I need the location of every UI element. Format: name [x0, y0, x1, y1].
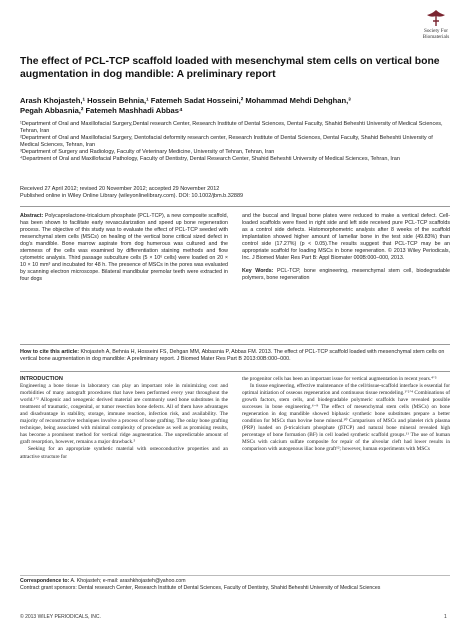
page-number: 1: [444, 614, 447, 620]
divider-body: [20, 371, 450, 372]
body-right-column: [242, 376, 450, 454]
abstract-left-column: [20, 213, 228, 283]
cite-label: How to cite this article:: [20, 349, 80, 355]
affiliation-2: ²Department of Oral and Maxillofacial Surgery, Dentofacial deformity research center, Research Institute of Dental Sciences, Dental Faculty, Shahid Beheshti University of Medical Sciences, Tehran, Iran: [20, 135, 433, 149]
intro-paragraph-3: the progenitor cells has been an important issue for vertical augmentation in recent years.⁴ʼ⁵: [242, 376, 437, 382]
correspondence-email: A. Khojasteh; e-mail: arashkhojasteh@yahoo.com: [70, 578, 186, 584]
article-dates: [20, 186, 450, 200]
affiliations: [20, 121, 450, 164]
divider-middle: [20, 344, 450, 345]
received-dates: Received 27 April 2012; revised 20 November 2012; accepted 29 November 2012: [20, 186, 220, 192]
affiliation-4: ⁴Department of Oral and Maxillofacial Pathology, Faculty of Dentistry, Dental Research Center, Shahid Beheshti University of Medical Sciences, Tehran, Iran: [20, 156, 400, 163]
citation-block: [20, 349, 450, 363]
intro-paragraph-2: Seeking for an appropriate synthetic material with osteoconductive properties and an attractive structure for: [20, 446, 228, 460]
author-list: [20, 96, 440, 116]
cite-text: Khojasteh A, Behnia H, Hosseini FS, Dehgan MM, Abbasnia P, Abbas FM. 2013. The effect of PCL-TCP scaffold loaded with mesenchymal stem cells on vertical bone augmentation in dog mandible: A preliminary report. J Biomed Mater Res Part B 2013:00B:000–000.: [20, 349, 445, 363]
intro-paragraph-4: In tissue engineering, effective maintenance of the cell/tissue-scaffold interface is essential for optimal initiation of osseous regeneration and continuous tissue remodeling.¹ʼ²ʼ⁴ Combinations of growth factors, stem cells, and biodegradable polymeric scaffolds have revealed possible successes in bone engineering.⁶⁻⁹ The effect of mesenchymal stem cells (MSCs) on bone regeneration in dog mandible showed biphasic synthetic bone substitutes prepare a better condition for MSCs than bovine bone mineral.¹⁰ Comparison of MSCs and platelet rich plasma (PRP) loaded on β-tricalcium phosphate (βTCP) and natural bone mineral revealed high percentage of bone formation (BF) in cell loaded synthetic scaffold groups.¹¹ The use of human MSCs with calcium sulfate composite for repair of the alveolar cleft had lower results in comparison with autogenous iliac bone graft¹²; however, human experiments with MSCs: [242, 383, 450, 453]
correspondence-block: [20, 578, 450, 592]
keywords: [242, 268, 450, 282]
abstract-right-column: [242, 213, 450, 282]
article-title: The effect of PCL-TCP scaffold loaded with mesenchymal stem cells on vertical bone augmentation in dog mandible: A preliminary report: [20, 56, 440, 80]
society-emblem-icon: [425, 8, 447, 28]
affiliation-1: ¹Department of Oral and Maxillofacial Surgery,Dental research Center, Research Institute of Dental Sciences, Dental Faculty, Shahid Beheshti University of Medical Sciences, Tehran, Iran: [20, 121, 443, 135]
logo-line-1: Society For: [423, 28, 449, 34]
keywords-label: Key Words:: [242, 268, 274, 275]
keywords-text: PCL-TCP, bone engineering, mesenchymal stem cell, biodegradable polymers, bone regeneration: [242, 268, 450, 282]
divider-footnote: [20, 575, 450, 576]
abstract-text-right: and the buccal and lingual bone plates were reduced to make a vertical defect. Cell-loaded scaffolds were fixed in right side and left side received pure PCL-TCP scaffolds as a control side defects. Histomorphometric analysis after 8 weeks of the scaffold implantation showed higher amount of lamellar bone in the test side (49.83%) than control side (17.27%) (p < 0.05).The results suggest that PCL-TCP may be an appropriate scaffold for loading MSCs in bone regeneration. © 2013 Wiley Periodicals, Inc. J Biomed Mater Res Part B: Appl Biomater 000B:000–000, 2013.: [242, 213, 450, 262]
author-line-1: Arash Khojasteh,¹ Hossein Behnia,¹ Fatemeh Sadat Hosseini,² Mohammad Mehdi Dehghan,³: [20, 96, 351, 105]
footer-copyright: © 2013 WILEY PERIODICALS, INC.: [20, 614, 101, 620]
intro-paragraph-1: Engineering a bone tissue in laboratory can play an important role in minimizing cost and morbidities of many autograft procedures that have been performed every year throughout the world.¹ʼ² Allogenic and xenogenic derived material are commonly used bone substitutes in the treatment of traumatic, congenital, or tumor resection bone defects. All of them have advantages and disadvantage in stability, storage, immune reaction, infection risk, and availability. The majority of reconstructive techniques involve a process of bone grafting. The onlay bone grafting technique, being associated with minimal complexity of procedure as well as promising results, has become a prominent method for vertical ridge augmentation. The unpredictable amount of graft resorption, however, remains a major drawback.⁵: [20, 383, 228, 446]
body-left-column: [20, 376, 228, 461]
section-heading-introduction: INTRODUCTION: [20, 376, 63, 382]
abstract-text-left: Polycaprolactone-tricalcium phosphate (PCL-TCP), a new composite scaffold, has been shown to facilitate early revascularization and speed up bone regeneration process. The objective of this study was to evaluate the effect of PCL-TCP seeded with mesenchymal stem cells (MSCs) on healing of the vertical bone critical sized defect in dog's mandible. Bone marrow aspirate from dog humerous was cultured and the stemness of the cells was examined by differentiation staining methods and flow cytometric analysis. Third passage subculture cells (5 × 10⁶ cells) were loaded on 20 × 10 × 10 mm³ and incubated for 48 h. The presence of MSCs in the pores was evaluated by scanning electron microscope. Bilateral mandibular premolar teeth were extracted in four dogs: [20, 213, 228, 283]
author-line-2: Pegah Abbasnia,² Fatemeh Mashhadi Abbas⁴: [20, 106, 183, 115]
logo-line-2: Biomaterials: [422, 34, 450, 40]
divider-top: [20, 206, 450, 207]
affiliation-3: ³Department of Surgery and Radiology, Faculty of Veterinary Medicine, University of Tehran, Tehran, Iran: [20, 149, 275, 156]
journal-logo: [418, 8, 454, 40]
abstract-label: Abstract:: [20, 213, 44, 219]
grant-sponsors: Contract grant sponsors: Dental research Center, Research Institute of Dental Sciences, Faculty of Dentistry, Shahid Beheshti University of Medical Sciences: [20, 584, 381, 591]
correspondence-label: Correspondence to:: [20, 578, 70, 584]
publication-info: Published online in Wiley Online Library (wileyonlinelibrary.com). DOI: 10.1002/jbm.b.32889: [20, 193, 244, 200]
